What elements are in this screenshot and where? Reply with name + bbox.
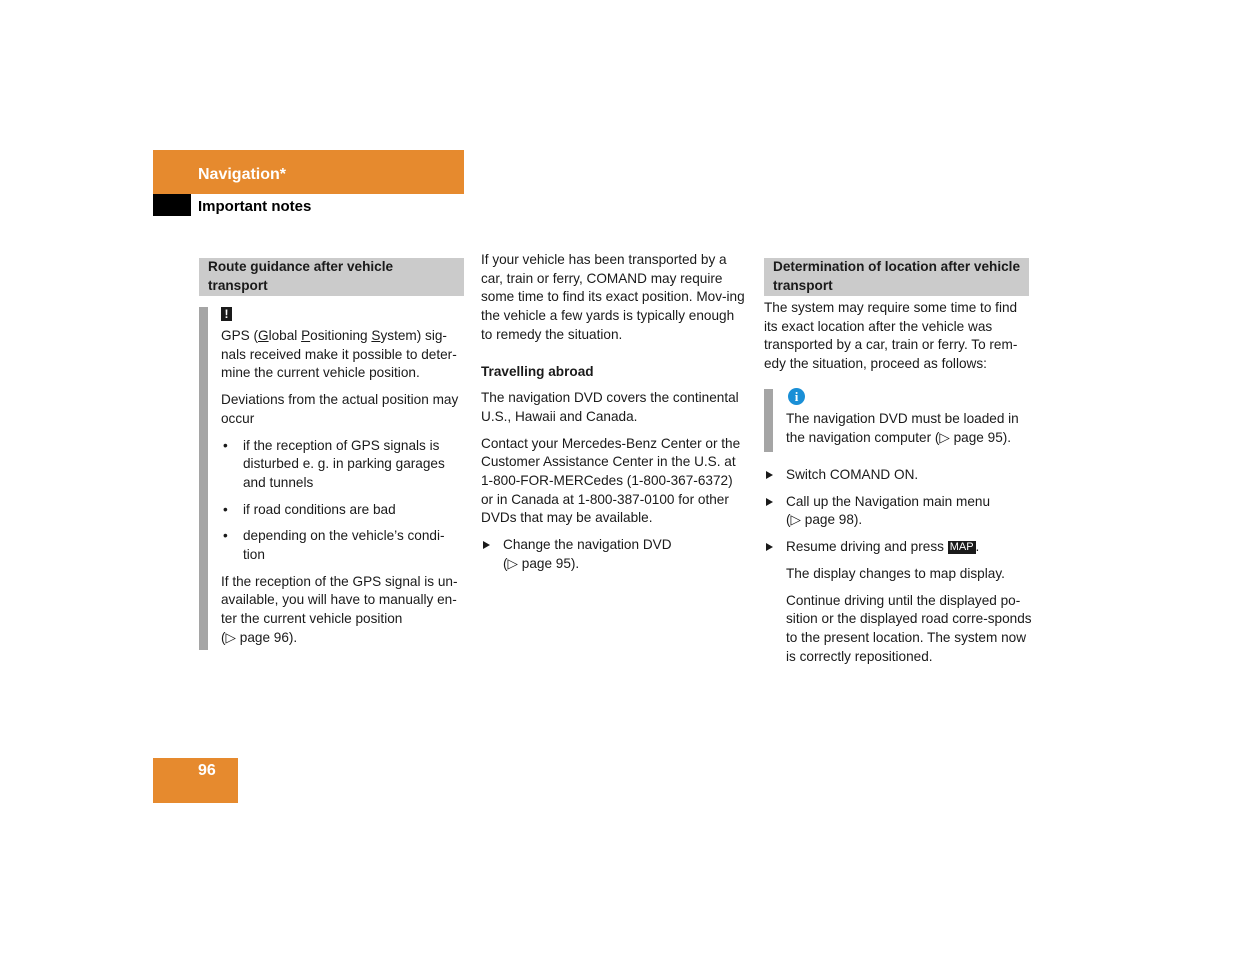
location-intro-text: The system may require some time to find its exact location after the vehicle was transported by a car, train or ferry. To rem-edy the situation, proceed as follows:: [764, 300, 1018, 372]
step-text-end: .: [975, 539, 980, 555]
list-item-text: if the reception of GPS signals is disturbed e. g. in parking garages and tunnels: [243, 437, 445, 490]
location-intro: [764, 299, 1032, 374]
info-note: [786, 410, 1031, 447]
warning-block: [221, 327, 466, 648]
info-note-text: The navigation DVD must be loaded in the navigation computer (▷ page 95).: [786, 411, 1019, 445]
dvd-coverage-text: The navigation DVD covers the continental U.S., Hawaii and Canada.: [481, 390, 739, 424]
transport-paragraph: If your vehicle has been transported by a car, train or ferry, COMAND may require some time to find its exact position. Mov-ing the vehicle a few yards is typically enough to remedy the situation.: [481, 252, 745, 342]
step-page-ref: (▷ page 95).: [503, 555, 580, 571]
display-changes-text: The display changes to map display.: [786, 565, 1005, 581]
gps-text-ositioning: ositioning: [310, 328, 372, 343]
list-item-text: if road conditions are bad: [243, 501, 396, 517]
step-resume-driving: [764, 538, 1032, 557]
warning-side-bar: [199, 307, 208, 650]
exclamation-icon: !: [221, 307, 232, 321]
page-number-box: [153, 758, 238, 803]
location-steps: [764, 466, 1032, 666]
step-text: Call up the Navigation main menu: [786, 493, 991, 509]
gps-text-pre: GPS (: [221, 328, 259, 343]
gps-line-3: mine the current vehicle position.: [221, 365, 420, 381]
list-item: [221, 501, 466, 520]
triangle-right-icon: [483, 541, 490, 549]
info-side-bar: [764, 389, 773, 452]
step-text: Switch COMAND ON.: [786, 467, 919, 482]
step-switch-on: [764, 466, 1032, 485]
step-result: [764, 565, 1032, 667]
column-2: [481, 251, 746, 574]
step-navigation-menu: [764, 493, 1032, 530]
bullet-dot: •: [223, 528, 228, 544]
step-text: Resume driving and press: [786, 539, 944, 555]
gps-letter-g: G: [258, 328, 269, 343]
list-item: [221, 437, 466, 493]
gps-letter-s: S: [371, 328, 381, 343]
bullet-dot: •: [223, 501, 228, 517]
info-icon: i: [788, 388, 805, 405]
gps-line-2: nals received make it possible to deter-: [221, 346, 457, 362]
list-item: [221, 527, 466, 564]
list-item-text: depending on the vehicle’s condi-tion: [243, 528, 445, 563]
step-page-ref: (▷ page 98).: [786, 512, 863, 528]
manual-entry-page-ref: (▷ page 96).: [221, 629, 298, 645]
triangle-right-icon: [766, 543, 773, 551]
travelling-abroad-heading: Travelling abroad: [481, 363, 594, 379]
step-change-dvd: [481, 536, 746, 573]
gps-text-lobal: lobal: [268, 328, 302, 343]
gps-letter-p: P: [301, 328, 311, 343]
continue-driving-text: Continue driving until the displayed po-sition or the displayed road corre-sponds to the present location. The system now is correctly repositioned.: [786, 592, 1032, 664]
triangle-right-icon: [766, 498, 773, 506]
section-marker: [153, 194, 191, 216]
bullet-dot: •: [223, 437, 228, 453]
deviation-causes-list: [221, 437, 466, 565]
gps-definition: [221, 327, 466, 346]
location-determination-heading: [764, 258, 1029, 296]
section-title: Important notes: [198, 198, 312, 215]
route-guidance-heading: [199, 258, 464, 296]
step-text: Change the navigation DVD: [503, 537, 672, 553]
location-heading-text: Determination of location after vehicle transport: [773, 259, 1021, 293]
map-key-icon: MAP: [949, 541, 974, 554]
gps-text-post: ystem) sig-: [380, 328, 447, 343]
deviations-intro: Deviations from the actual position may occur: [221, 392, 459, 426]
route-guidance-heading-text: Route guidance after vehicle transport: [208, 259, 394, 293]
manual-entry-text: If the reception of the GPS signal is un-available, you will have to manually en-ter the current vehicle position: [221, 573, 458, 627]
chapter-title: Navigation*: [198, 166, 287, 183]
page-number: 96: [198, 762, 216, 779]
triangle-right-icon: [766, 471, 773, 479]
contact-text: Contact your Mercedes-Benz Center or the Customer Assistance Center in the U.S. at 1-800-FOR-MERCedes (1-800-367-6372) or in Canada at 1-800-387-0100 for other DVDs that may be available.: [481, 435, 741, 526]
